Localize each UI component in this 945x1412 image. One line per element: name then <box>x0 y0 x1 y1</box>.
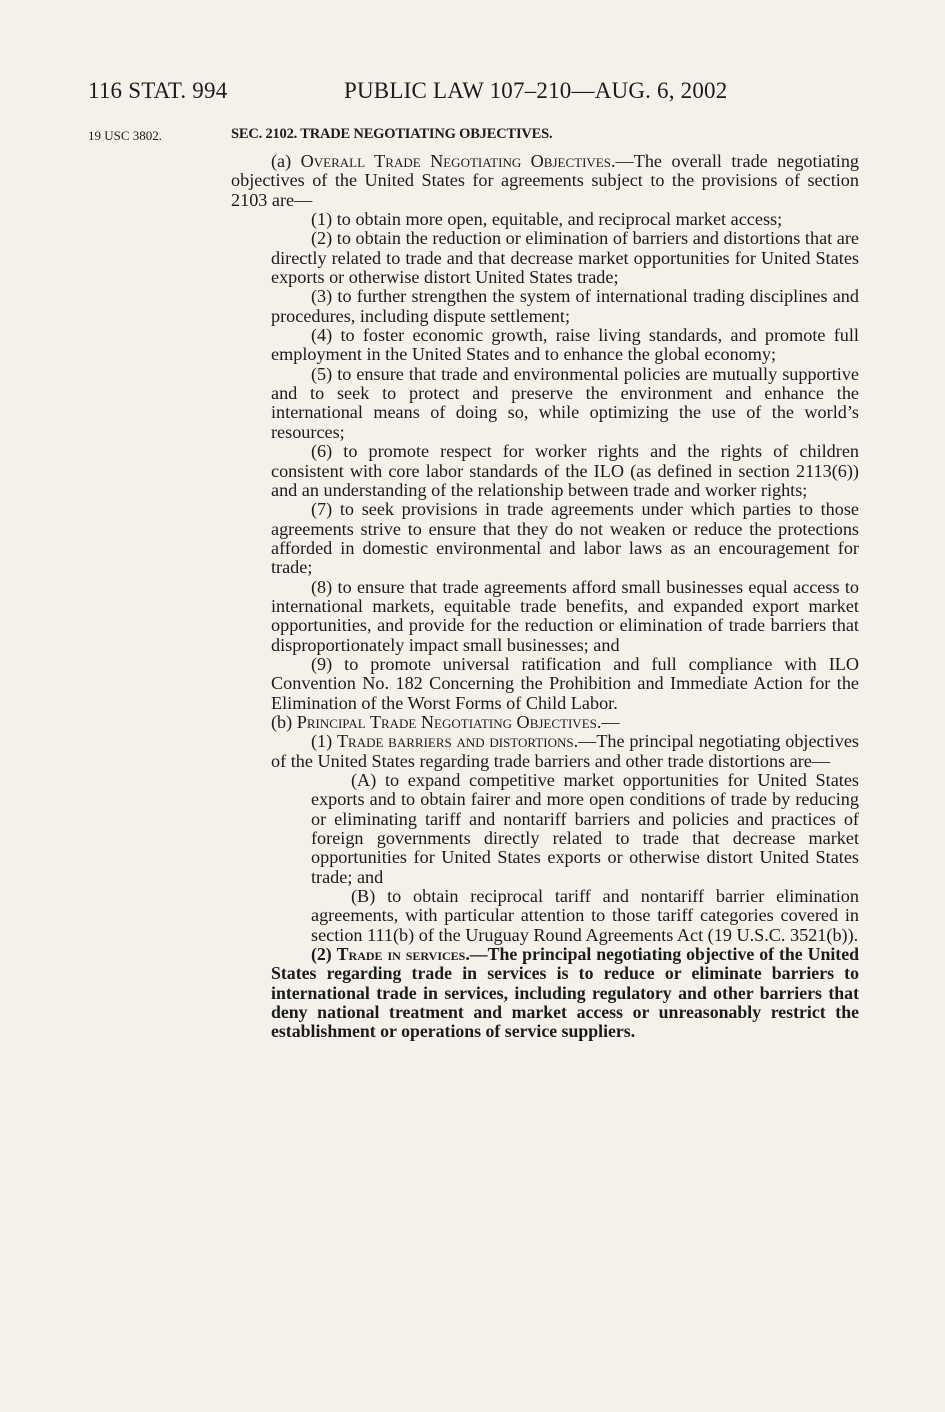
paragraph-2-caption: Trade in services. <box>336 944 470 965</box>
page-reference: 116 STAT. 994 <box>88 78 228 103</box>
objective-item: (3) to further strengthen the system of international trading disciplines and procedures, including dispute settlement; <box>271 286 859 326</box>
subsection-b-label: (b) <box>271 711 297 732</box>
subsection-b-heading <box>271 713 859 732</box>
subsection-a-text: —The overall trade negotiating objectives of the United States for agreements subject to the provisions of section 2103 are— <box>231 151 860 210</box>
subsection-a-label: (a) <box>271 151 301 171</box>
subsection-b-caption: Principal Trade Negotiating Objectives. <box>296 711 602 732</box>
paragraph-1-text: —The principal negotiating objectives of the United States regarding trade barriers and other trade distortions are— <box>271 731 859 771</box>
running-title: PUBLIC LAW 107–210—AUG. 6, 2002 <box>344 78 728 103</box>
margin-citation: 19 USC 3802. <box>88 128 163 143</box>
objective-item: (5) to ensure that trade and environmental policies are mutually supportive and to seek to protect and preserve the environment and enhance the international means of doing so, while optimizing the use of the world’s resources; <box>271 363 859 442</box>
paragraph-2-text: —The principal negotiating objective of the United States regarding trade in services is to reduce or eliminate barriers to international trade in services, including regulatory and other barriers that deny national treatment and market access or unreasonably restrict the establishment or operations of service suppliers. <box>271 944 859 1042</box>
objective-item: (2) to obtain the reduction or elimination of barriers and distortions that are directly related to trade and that decrease market opportunities for United States exports or otherwise distort United States trade; <box>271 228 859 288</box>
page-header <box>88 78 848 112</box>
principal-objective-1 <box>271 732 859 771</box>
objective-item: (6) to promote respect for worker rights and the rights of children consistent with core labor standards of the ILO (as defined in section 2113(6)) and an understanding of the relationship between trade and worker rights; <box>271 441 859 500</box>
sub-objective-item: (B) to obtain reciprocal tariff and nontariff barrier elimination agreements, with particular attention to those tariff categories covered in section 111(b) of the Uruguay Round Agreements Act (19 U.S.C. 3521(b)). <box>311 886 859 945</box>
subsection-a-caption: Overall Trade Negotiating Objectives. <box>300 151 616 171</box>
sub-objective-item: (A) to expand competitive market opportunities for United States exports and to obtain fairer and more open conditions of trade by reducing or eliminating tariff and nontariff barriers and policies and practices of foreign governments directly related to trade that decrease market opportunities for United States exports or otherwise distort United States trade; and <box>311 770 859 887</box>
objective-item: (8) to ensure that trade agreements afford small businesses equal access to international markets, equitable trade benefits, and expanded export market opportunities, and provide for the reduction or elimination of trade barriers that disproportionately impact small businesses; and <box>271 576 859 655</box>
paragraph-1-label: (1) <box>311 731 337 752</box>
paragraph-2-label: (2) <box>311 944 337 965</box>
principal-objective-2 <box>271 945 859 1042</box>
subsection-b-dash: — <box>601 711 620 732</box>
subsection-a-intro <box>231 152 859 210</box>
paragraph-1-caption: Trade barriers and distortions. <box>336 731 579 752</box>
objective-item: (1) to obtain more open, equitable, and reciprocal market access; <box>311 209 783 230</box>
section-heading: SEC. 2102. TRADE NEGOTIATING OBJECTIVES. <box>231 126 553 142</box>
objective-item: (4) to foster economic growth, raise living standards, and promote full employment in the United States and to enhance the global economy; <box>271 325 859 365</box>
statute-body <box>231 152 859 1042</box>
objective-item: (9) to promote universal ratification and full compliance with ILO Convention No. 182 Concerning the Prohibition and Immediate Action for the Elimination of the Worst Forms of Child Labor. <box>271 653 859 713</box>
objective-item: (7) to seek provisions in trade agreements under which parties to those agreements strive to ensure that they do not weaken or reduce the protections afforded in domestic environmental and labor laws as an encouragement for trade; <box>271 499 859 578</box>
